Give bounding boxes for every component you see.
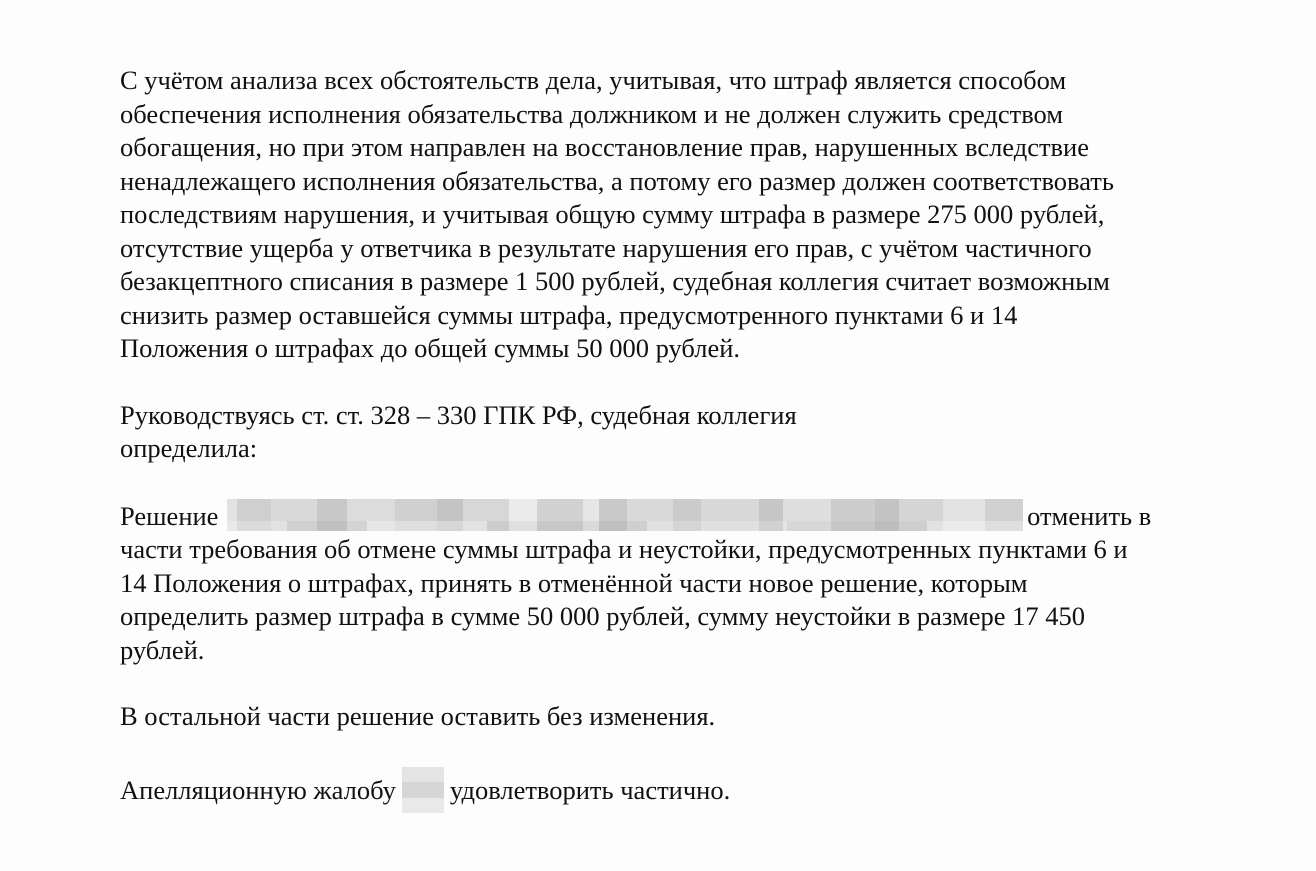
appeal-start-text: Апелляционную жалобу	[120, 774, 396, 805]
decision-start-text: Решение	[120, 500, 226, 531]
paragraph-appeal	[120, 767, 1226, 813]
paragraph-ruling-basis: Руководствуясь ст. ст. 328 – 330 ГПК РФ, судебная коллегия определила:	[120, 399, 797, 463]
decision-continuation-text: отменить в части требования об отмене суммы штрафа и неустойки, предусмотренных пунктами 6 и 14 Положения о штрафах, принять в отменённой части новое решение, которым определить размер штрафа в сумме 50 000 рублей, сумму неустойки в размере 17 450 рублей.	[120, 500, 1152, 665]
paragraph-remaining-unchanged: В остальной части решение оставить без изменения.	[120, 701, 716, 731]
paragraph-court-reasoning: С учётом анализа всех обстоятельств дела, учитывая, что штраф является способом обеспечения исполнения обязательства должником и не должен служить средством обогащения, но при этом направлен на восстановление прав, нарушенных вследствие ненадлежащего исполнения обязательства, а потому его размер должен соответствовать последствиям нарушения, и учитывая общую сумму штрафа в размере 275 000 рублей, отсутствие ущерба у ответчика в результате нарушения его прав, с учётом частичного безакцептного списания в размере 1 500 рублей, судебная коллегия считает возможным снизить размер оставшейся суммы штрафа, предусмотренного пунктами 6 и 14 Положения о штрафах до общей суммы 50 000 рублей.	[120, 65, 1114, 363]
appeal-end-text: удовлетворить частично.	[449, 774, 731, 805]
paragraph-decision	[120, 499, 1226, 668]
redacted-name-block	[402, 767, 444, 813]
redacted-block	[227, 499, 1023, 531]
